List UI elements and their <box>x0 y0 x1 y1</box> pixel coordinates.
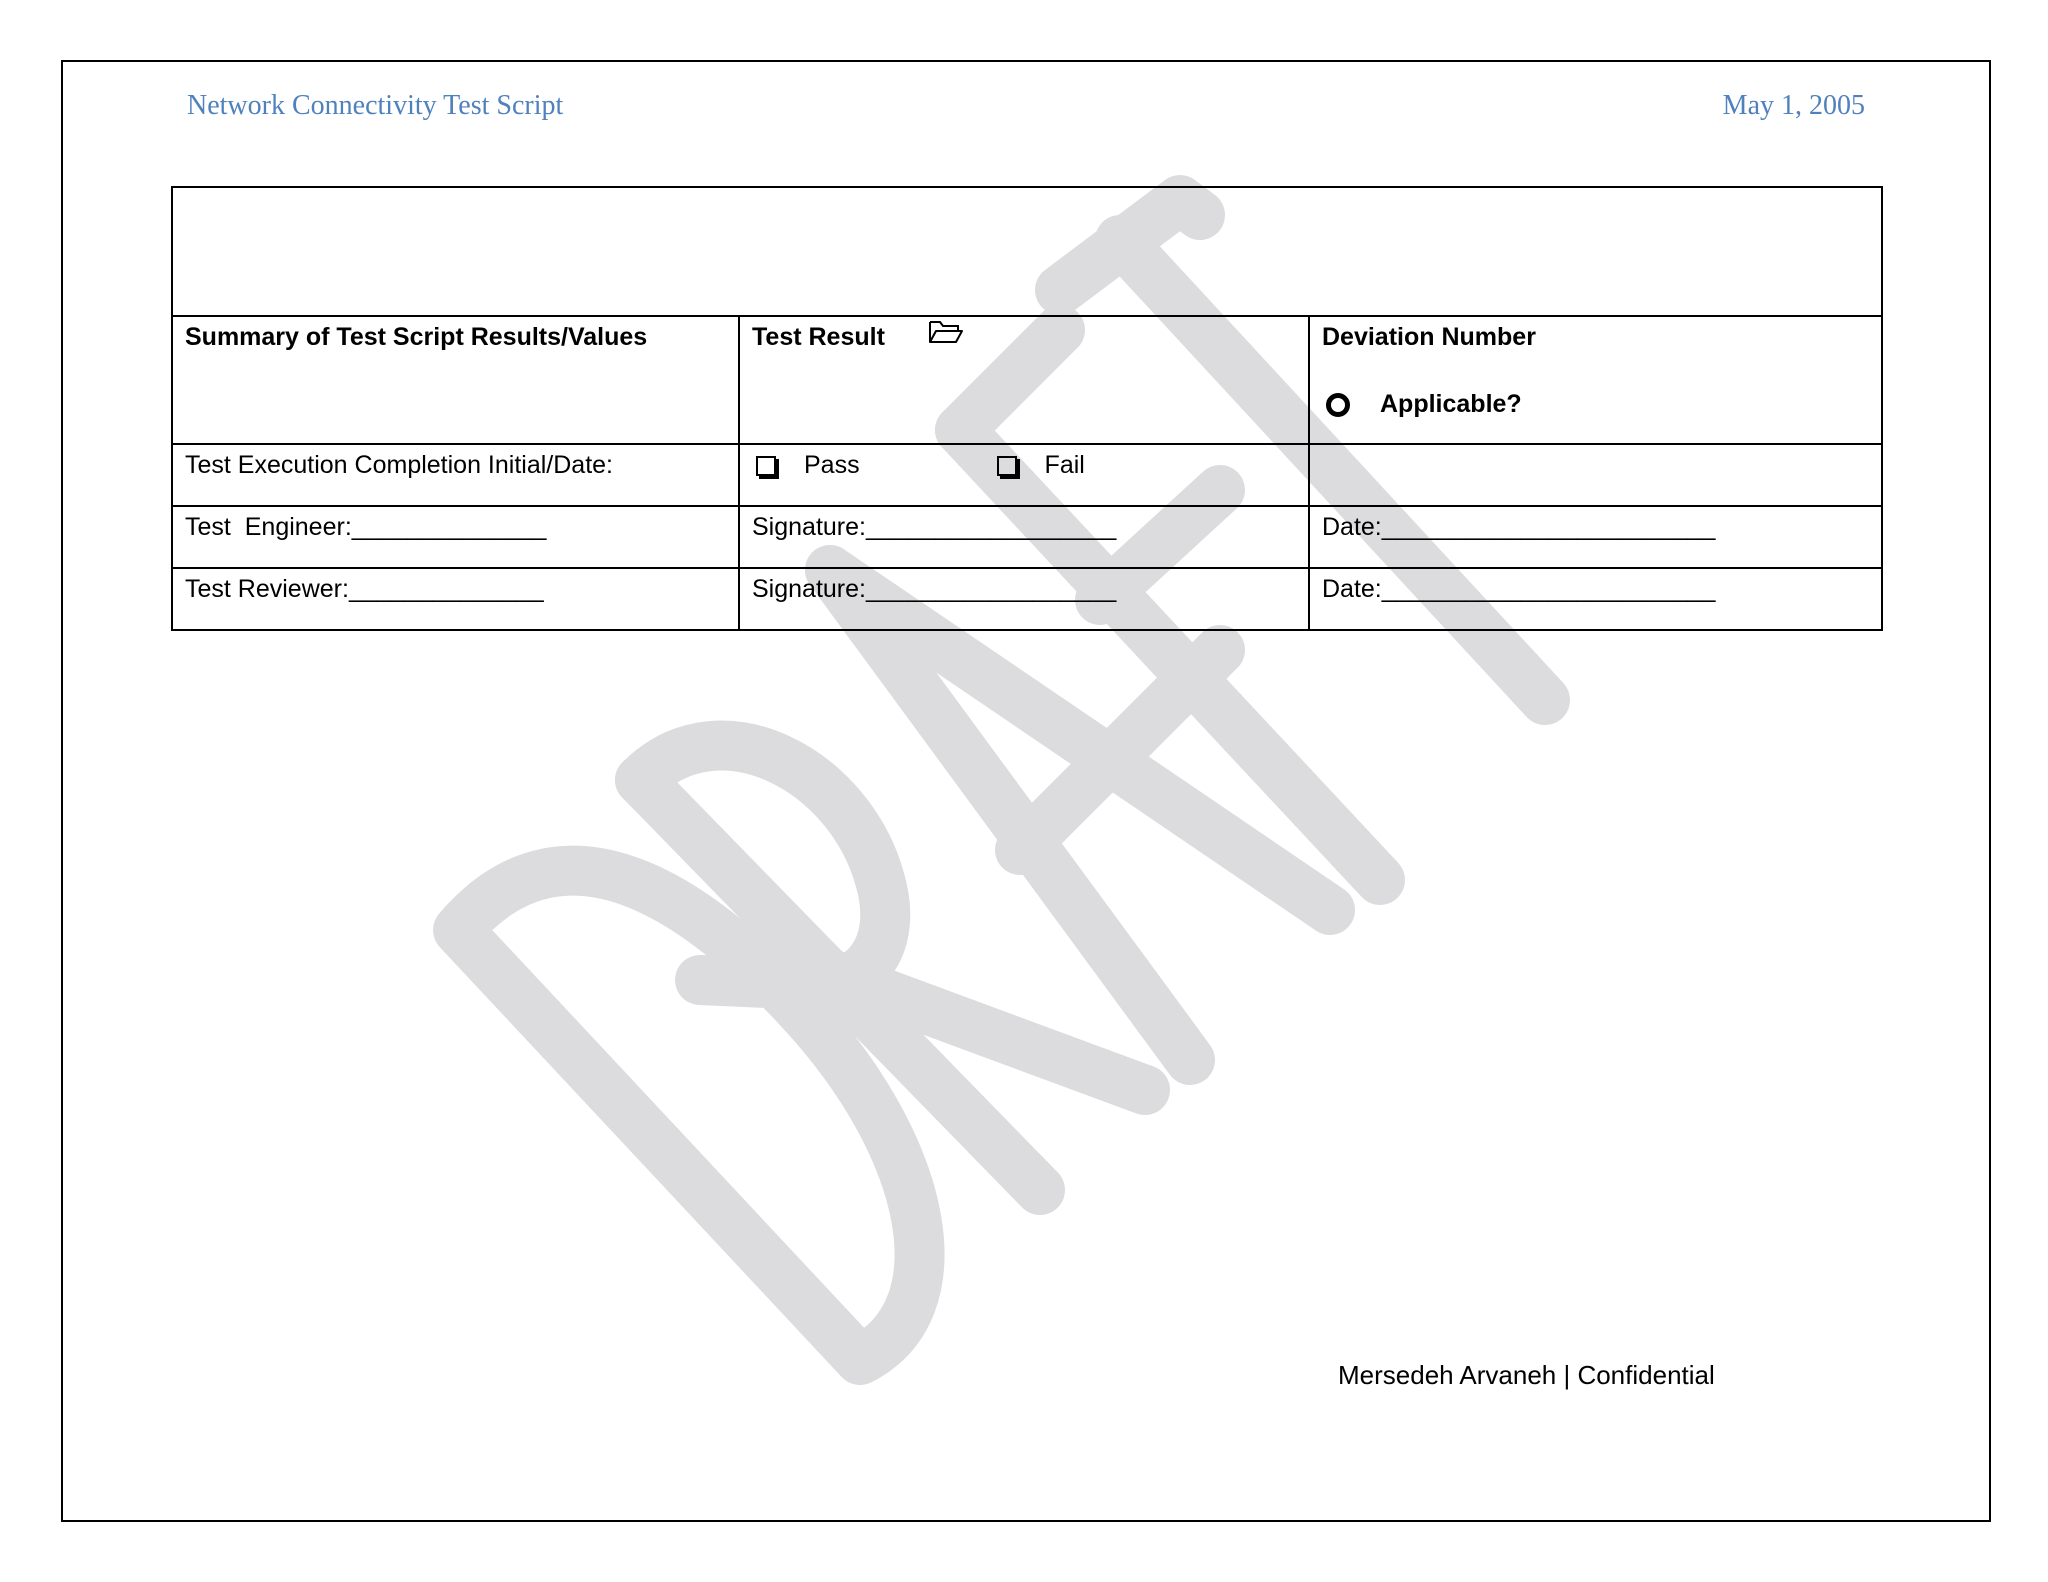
table-row <box>172 316 1882 444</box>
checkbox-icon[interactable] <box>756 456 776 476</box>
deviation-header-cell <box>1309 316 1882 444</box>
reviewer-cell <box>172 568 739 630</box>
pass-fail-cell <box>739 444 1309 506</box>
applicable-label: Applicable? <box>1380 390 1522 418</box>
engineer-date-cell <box>1309 506 1882 568</box>
engineer-signature: Signature:__________________ <box>752 513 1117 541</box>
folder-open-icon <box>928 319 964 352</box>
reviewer-signature: Signature:__________________ <box>752 575 1117 603</box>
checkbox-icon[interactable] <box>997 456 1017 476</box>
table-row <box>172 444 1882 506</box>
deviation-header: Deviation Number <box>1322 323 1536 351</box>
engineer-date: Date:________________________ <box>1322 513 1716 541</box>
radio-icon[interactable] <box>1326 393 1350 417</box>
execution-cell <box>172 444 739 506</box>
test-results-table <box>171 186 1883 631</box>
pass-label: Pass <box>804 451 860 479</box>
applicable-option[interactable] <box>1322 390 1869 419</box>
execution-label: Test Execution Completion Initial/Date: <box>185 451 613 479</box>
reviewer-signature-cell <box>739 568 1309 630</box>
deviation-value-cell <box>1309 444 1882 506</box>
summary-header-cell <box>172 316 739 444</box>
document-title: Network Connectivity Test Script <box>187 90 564 121</box>
table-row <box>172 187 1882 316</box>
result-header: Test Result <box>752 323 885 351</box>
fail-option[interactable] <box>993 451 1085 479</box>
table-row <box>172 506 1882 568</box>
pass-option[interactable] <box>752 451 860 479</box>
table-row <box>172 568 1882 630</box>
summary-header: Summary of Test Script Results/Values <box>185 323 648 351</box>
engineer-signature-cell <box>739 506 1309 568</box>
reviewer-label: Test Reviewer:______________ <box>185 575 544 603</box>
engineer-label: Test Engineer:______________ <box>185 513 547 541</box>
reviewer-date-cell <box>1309 568 1882 630</box>
reviewer-date: Date:________________________ <box>1322 575 1716 603</box>
document-date: May 1, 2005 <box>1722 90 1865 121</box>
engineer-cell <box>172 506 739 568</box>
fail-label: Fail <box>1044 451 1085 479</box>
blank-header-cell <box>172 187 1882 316</box>
result-header-cell <box>739 316 1309 444</box>
footer-confidential: Mersedeh Arvaneh | Confidential <box>1338 1360 1715 1390</box>
